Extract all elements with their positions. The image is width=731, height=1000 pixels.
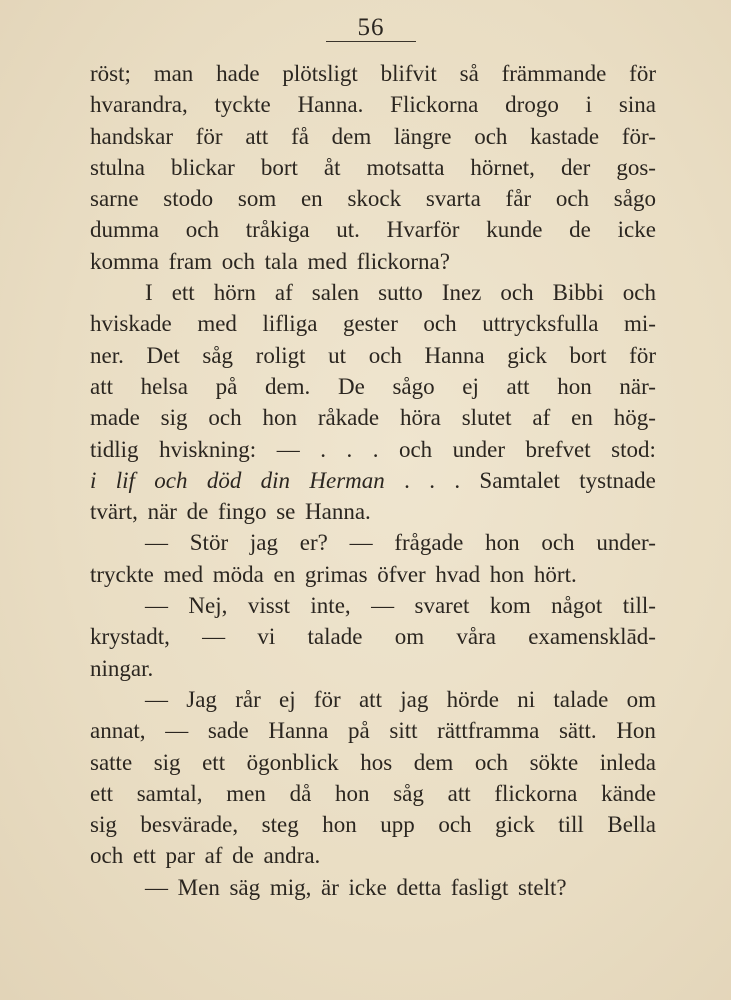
text-line: att helsa på dem. De sågo ej att hon när- <box>90 373 656 399</box>
text-line: tvärt, när de fingo se Hanna. <box>90 499 371 525</box>
text-line: röst; man hade plötsligt blifvit så främmande för <box>90 61 656 86</box>
text-line: stulna blickar bort åt motsatta hörnet, der gos- <box>90 154 656 180</box>
text-line: ett samtal, men då hon såg att flickorna kände <box>90 780 656 806</box>
text-line: komma fram och tala med flickorna? <box>90 248 450 274</box>
body-text <box>90 58 656 903</box>
text-line: tryckte med möda en grimas öfver hvad hon hört. <box>90 561 577 587</box>
text-line: hviskade med lifliga gester och uttrycksfulla mi- <box>90 311 656 337</box>
text-line: ningar. <box>90 655 154 681</box>
text-line: tidlig hviskning: — . . . och under brefvet stod: <box>90 436 656 462</box>
text-line: i lif och död din Herman . . . Samtalet tystnade <box>90 467 656 493</box>
text-line: — Stör jag er? — frågade hon och under- <box>145 530 656 556</box>
page-number-rule <box>326 41 416 42</box>
page-number: 56 <box>357 14 385 41</box>
text-line: krystadt, — vi talade om våra examensklād- <box>90 624 656 650</box>
text-line: — Nej, visst inte, — svaret kom något till- <box>145 593 656 619</box>
text-line: handskar för att få dem längre och kastade för- <box>90 123 656 149</box>
text-line: annat, — sade Hanna på sitt rättframma sätt. Hon <box>90 718 656 744</box>
text-line: — Men säg mig, är icke detta fasligt stelt? <box>145 874 567 900</box>
text-line: satte sig ett ögonblick hos dem och sökte inleda <box>90 749 656 775</box>
text-line: dumma och tråkiga ut. Hvarför kunde de icke <box>90 217 656 243</box>
text-line: made sig och hon råkade höra slutet af en hög- <box>90 405 656 431</box>
text-line: — Jag rår ej för att jag hörde ni talade om <box>145 686 656 712</box>
text-line: sarne stodo som en skock svarta får och sågo <box>90 186 656 212</box>
text-line: och ett par af de andra. <box>90 843 321 869</box>
text-line: I ett hörn af salen sutto Inez och Bibbi och <box>145 280 656 306</box>
text-line: ner. Det såg roligt ut och Hanna gick bort för <box>90 342 656 368</box>
text-line: sig besvärade, steg hon upp och gick till Bella <box>90 812 656 838</box>
text-line: hvarandra, tyckte Hanna. Flickorna drogo i sina <box>90 92 656 118</box>
